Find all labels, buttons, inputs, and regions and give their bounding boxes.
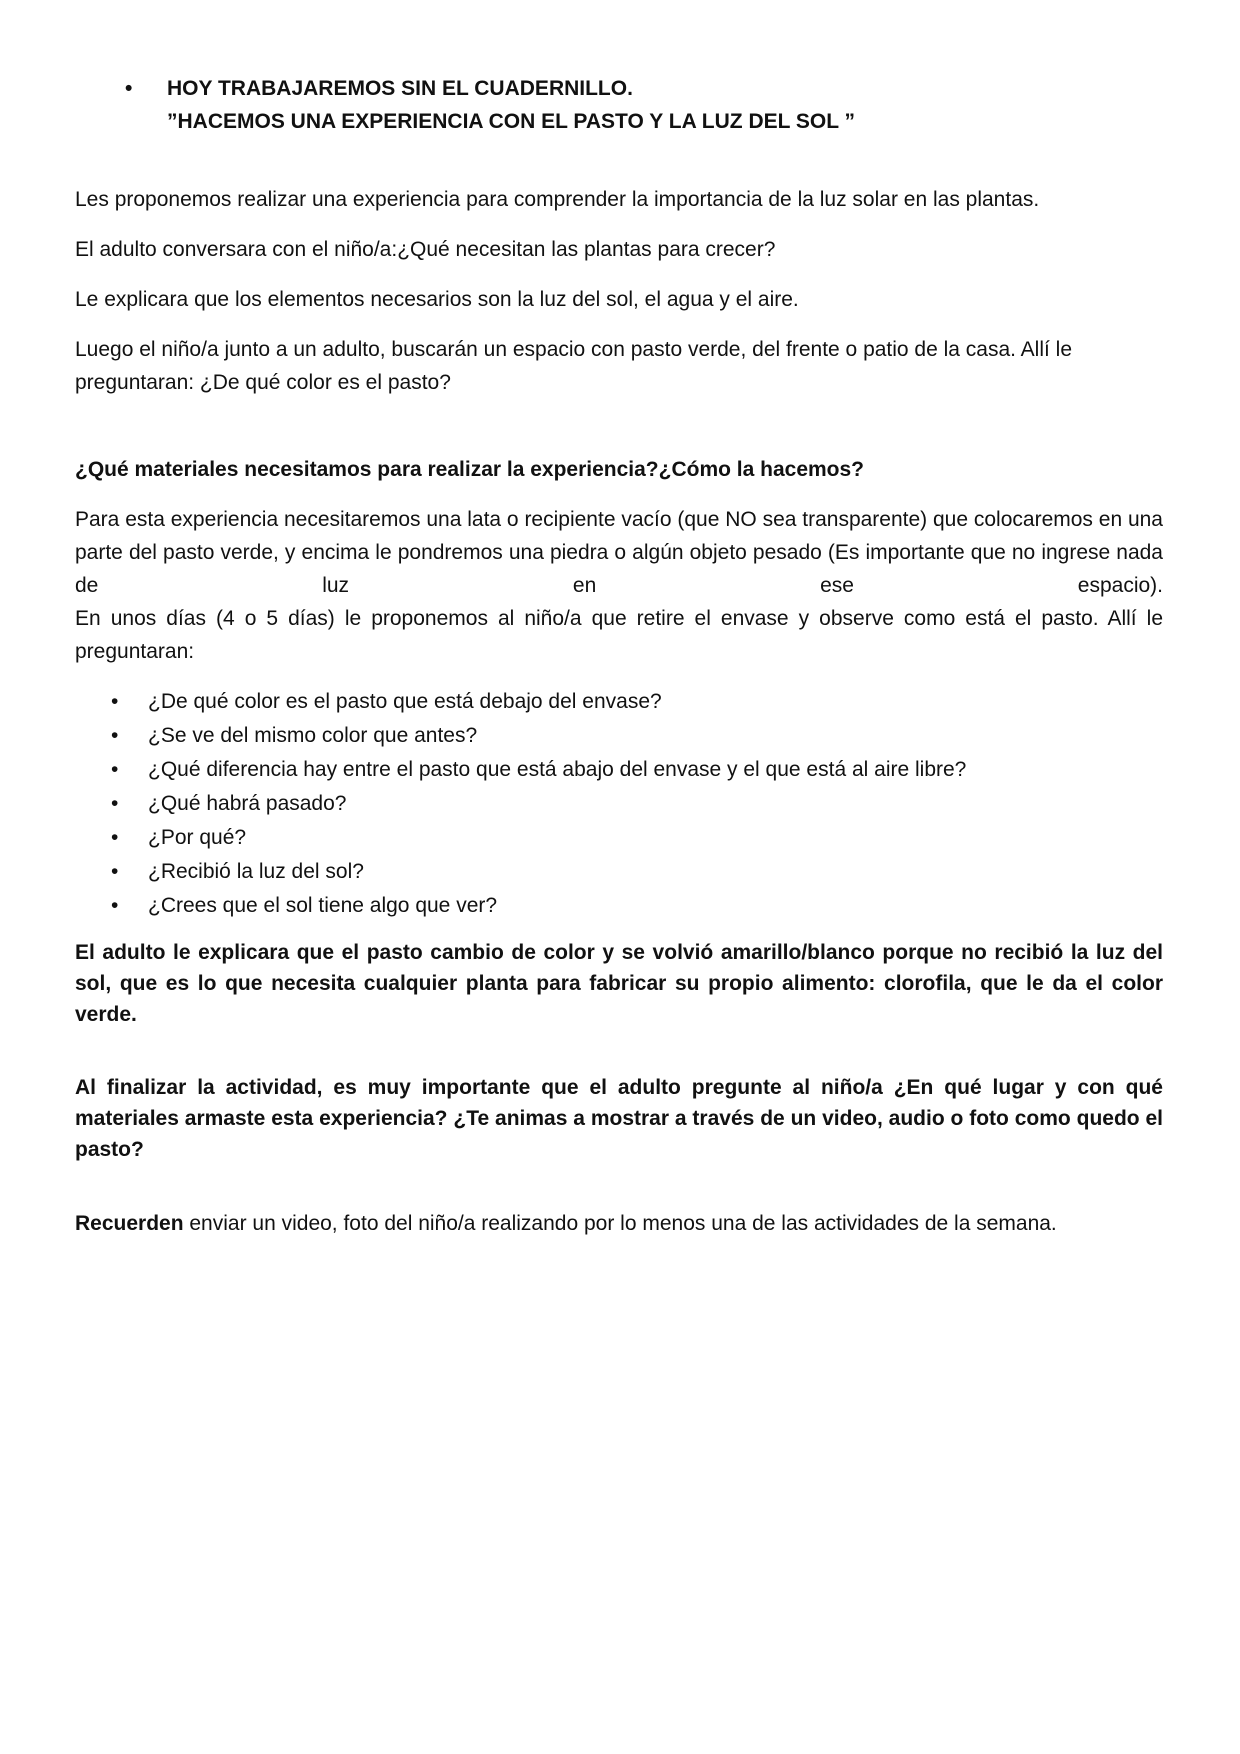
list-item [75,889,1163,923]
intro-paragraph-3: Le explicara que los elementos necesarios son la luz del sol, el agua y el aire. [75,288,799,311]
materials-paragraph-2: En unos días (4 o 5 días) le proponemos al niño/a que retire el envase y observe como está el pasto. Allí le preguntaran: [75,607,1163,663]
question-text: ¿Qué habrá pasado? [148,792,347,815]
document-page [75,72,1163,1257]
questions-list [75,685,1163,923]
heading-bullet: • [125,77,133,100]
reminder-text: enviar un video, foto del niño/a realizando por lo menos una de las actividades de la semana. [183,1212,1057,1235]
reminder-label: Recuerden [75,1212,184,1235]
list-bullet: • [111,894,119,917]
heading-line-2: ”HACEMOS UNA EXPERIENCIA CON EL PASTO Y LA LUZ DEL SOL ” [167,110,856,133]
question-text: ¿Recibió la luz del sol? [148,860,364,883]
materials-title: ¿Qué materiales necesitamos para realizar la experiencia?¿Cómo la hacemos? [75,458,865,481]
list-item [75,787,1163,821]
list-item [75,753,1163,787]
question-text: ¿De qué color es el pasto que está debajo del envase? [148,690,662,713]
list-item [75,821,1163,855]
activity-heading [75,72,1163,138]
closing-paragraph: Al finalizar la actividad, es muy importante que el adulto pregunte al niño/a ¿En qué lugar y con qué materiales armaste esta experiencia? ¿Te animas a mostrar a través de un video, audio o foto como quedo el pasto? [75,1076,1163,1161]
heading-line-1: HOY TRABAJAREMOS SIN EL CUADERNILLO. [167,77,633,100]
intro-paragraph-1: Les proponemos realizar una experiencia para comprender la importancia de la luz solar en las plantas. [75,188,1040,211]
materials-paragraph-1: Para esta experiencia necesitaremos una lata o recipiente vacío (que NO sea transparente) que colocaremos en una parte del pasto verde, y encima le pondremos una piedra o algún objeto pesado (Es importante que no ingrese nada de luz en ese espacio). [75,508,1163,597]
list-bullet: • [111,860,119,883]
list-bullet: • [111,758,119,781]
intro-paragraph-4: Luego el niño/a junto a un adulto, buscarán un espacio con pasto verde, del frente o patio de la casa. Allí le preguntaran: ¿De qué color es el pasto? [75,338,1073,394]
list-bullet: • [111,690,119,713]
question-text: ¿Crees que el sol tiene algo que ver? [148,894,498,917]
list-bullet: • [111,724,119,747]
intro-paragraph-2: El adulto conversara con el niño/a:¿Qué necesitan las plantas para crecer? [75,238,776,261]
list-bullet: • [111,792,119,815]
explanation-paragraph: El adulto le explicara que el pasto cambio de color y se volvió amarillo/blanco porque no recibió la luz del sol, que es lo que necesita cualquier planta para fabricar su propio alimento: clorofila, que le da el color verde. [75,941,1163,1026]
question-text: ¿Se ve del mismo color que antes? [148,724,478,747]
list-bullet: • [111,826,119,849]
list-item [75,855,1163,889]
list-item [75,685,1163,719]
question-text: ¿Por qué? [148,826,247,849]
question-text: ¿Qué diferencia hay entre el pasto que está abajo del envase y el que está al aire libre? [148,758,967,781]
reminder-paragraph [75,1207,1163,1240]
list-item [75,719,1163,753]
